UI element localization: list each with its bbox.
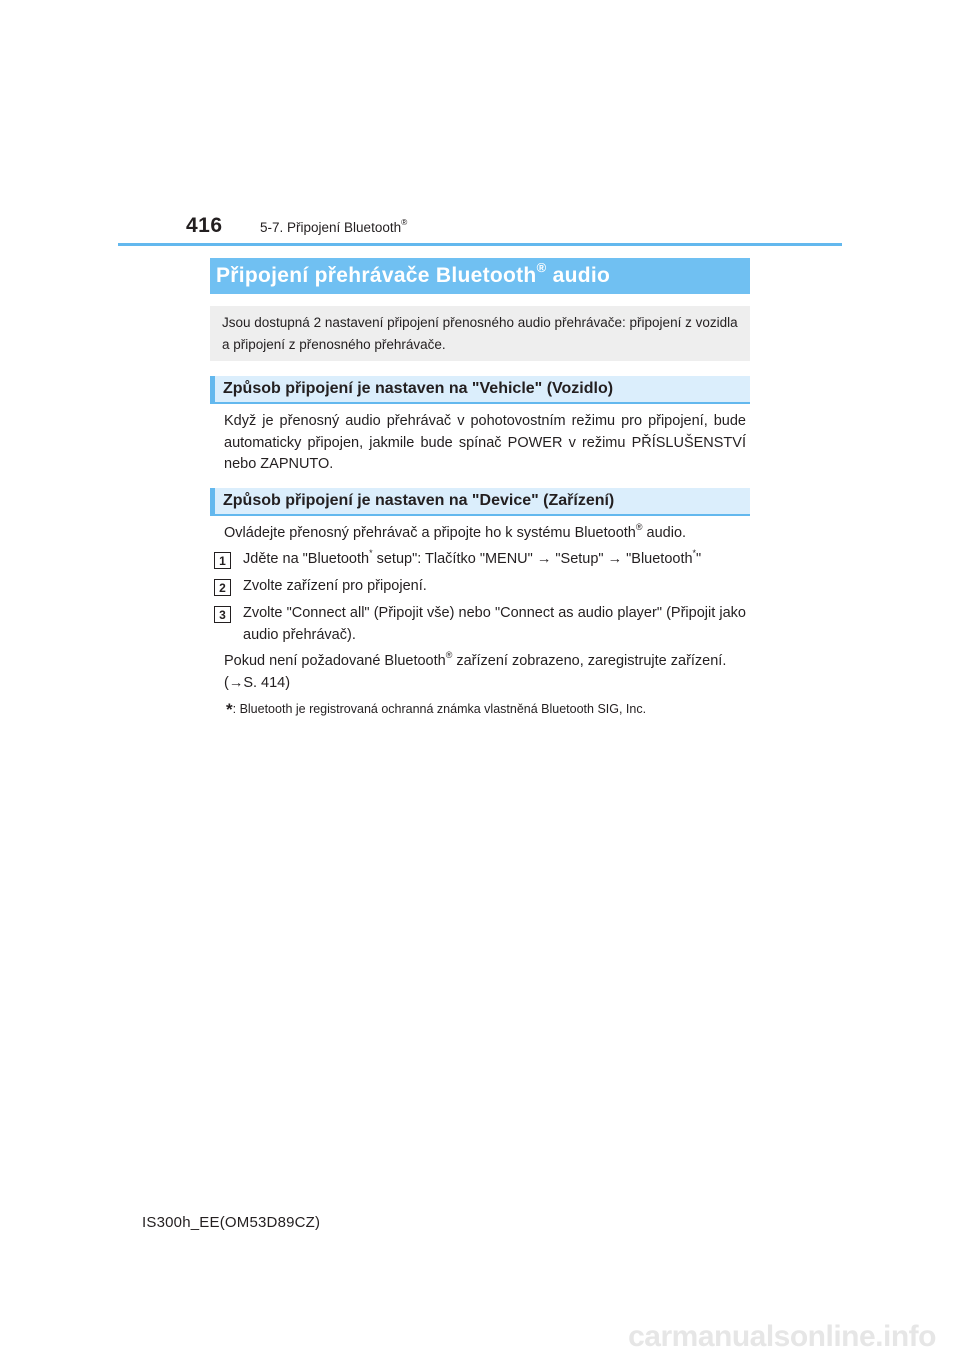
registered-mark: ® xyxy=(401,217,408,228)
registered-mark: ® xyxy=(536,260,547,276)
main-title-suffix: audio xyxy=(546,264,611,287)
step-number-badge: 1 xyxy=(214,552,231,569)
section-header xyxy=(260,217,408,235)
header-divider xyxy=(118,243,842,246)
arrow-right-icon: → xyxy=(607,551,623,567)
footnote xyxy=(226,700,646,720)
footnote-text: : Bluetooth je registrovaná ochranná známka vlastněná Bluetooth SIG, Inc. xyxy=(232,702,647,716)
step-number-badge: 2 xyxy=(214,579,231,596)
main-title-bar xyxy=(210,258,750,294)
intro-box xyxy=(210,306,750,361)
watermark: carmanualsonline.info xyxy=(628,1320,936,1353)
step-2-text: Zvolte zařízení pro připojení. xyxy=(243,578,427,594)
subheading-vehicle-text: Způsob připojení je nastaven na "Vehicle" (Vozidlo) xyxy=(223,380,614,397)
device-note-end: zařízení zobrazeno, zaregistrujte zařízení. xyxy=(452,653,727,669)
subheading-device xyxy=(210,488,750,516)
page-reference: (→S. 414) xyxy=(224,674,291,691)
registered-mark: ® xyxy=(445,649,453,660)
vehicle-body-text: Když je přenosný audio přehrávač v pohotovostním režimu pro připojení, bude automaticky připojen, jakmile bude spínač POWER v režimu PŘÍSLUŠENSTVÍ nebo ZAPNUTO. xyxy=(224,413,746,472)
intro-text: Jsou dostupná 2 nastavení připojení přenosného audio přehrávače: připojení z vozidla a připojení z přenosného přehrávače. xyxy=(222,315,738,352)
main-title xyxy=(216,260,611,288)
device-note-main: Pokud není požadované Bluetooth xyxy=(224,653,446,669)
page-number: 416 xyxy=(186,214,223,237)
arrow-right-icon: → xyxy=(536,551,552,567)
step-1-part: setup": Tlačítko "MENU" xyxy=(372,551,537,567)
asterisk-mark: * xyxy=(369,547,373,558)
step-1-part: Jděte na "Bluetooth xyxy=(243,551,370,567)
asterisk-mark: * xyxy=(226,700,233,719)
device-note-text xyxy=(224,651,746,694)
subheading-device-text: Způsob připojení je nastaven na "Device" (Zařízení) xyxy=(223,492,615,509)
device-lead-text-end: audio. xyxy=(642,525,687,541)
subheading-vehicle xyxy=(210,376,750,404)
registered-mark: ® xyxy=(635,521,643,532)
step-3-text: Zvolte "Connect all" (Připojit vše) nebo "Connect as audio player" (Připojit jako audio přehrávač). xyxy=(243,605,746,643)
step-number-badge: 3 xyxy=(214,606,231,623)
device-lead-text-main: Ovládejte přenosný přehrávač a připojte ho k systému Bluetooth xyxy=(224,525,636,541)
main-title-text: Připojení přehrávače Bluetooth xyxy=(216,264,537,287)
asterisk-mark: * xyxy=(692,547,697,558)
step-1-text xyxy=(243,549,746,571)
device-lead-text xyxy=(224,523,746,545)
section-header-text: 5-7. Připojení Bluetooth xyxy=(260,220,402,235)
step-1-part: " xyxy=(696,551,702,567)
step-1-part: "Bluetooth xyxy=(622,551,693,567)
document-code: IS300h_EE(OM53D89CZ) xyxy=(142,1214,321,1231)
step-1-part: "Setup" xyxy=(551,551,608,567)
